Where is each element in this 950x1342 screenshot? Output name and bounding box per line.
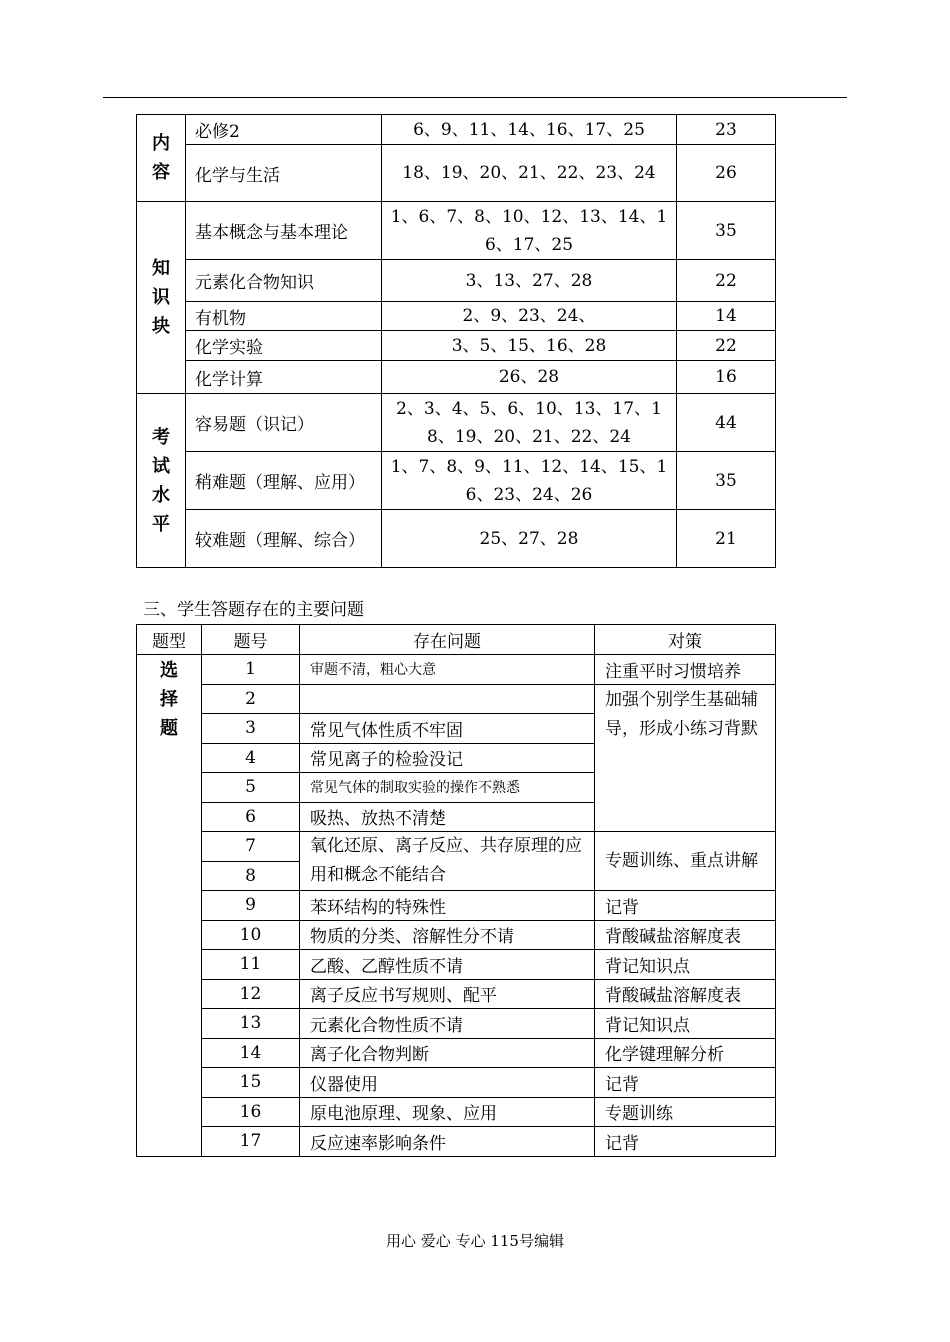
table-row: [137, 1009, 776, 1039]
question-number: 4: [202, 743, 300, 773]
issue-cell: 乙酸、乙醇性质不请: [300, 950, 595, 980]
question-number: 8: [202, 861, 300, 891]
category-cell: 化学计算: [186, 361, 382, 394]
solution-cell: 专题训练、重点讲解: [595, 832, 776, 891]
header-issue: 存在问题: [300, 625, 595, 655]
table-row: [137, 832, 776, 862]
solution-cell: 加强个别学生基础辅导，形成小练习背默: [595, 684, 776, 832]
score-cell: 23: [677, 115, 776, 145]
issue-cell: 苯环结构的特殊性: [300, 891, 595, 921]
question-number: 6: [202, 802, 300, 832]
issue-cell: 物质的分类、溶解性分不请: [300, 920, 595, 950]
category-cell: 较难题（理解、综合）: [186, 510, 382, 568]
solution-cell: 记背: [595, 1127, 776, 1157]
table-row: [137, 979, 776, 1009]
solution-cell: 背酸碱盐溶解度表: [595, 979, 776, 1009]
table-row: [137, 145, 776, 202]
score-cell: 26: [677, 145, 776, 202]
category-cell: 有机物: [186, 302, 382, 331]
table-row: [137, 452, 776, 510]
issue-cell: 吸热、放热不清楚: [300, 802, 595, 832]
question-number: 2: [202, 684, 300, 714]
issue-cell: 常见气体性质不牢固: [300, 714, 595, 744]
solution-cell: 背记知识点: [595, 1009, 776, 1039]
score-cell: 22: [677, 331, 776, 361]
question-number: 16: [202, 1097, 300, 1127]
category-cell: 元素化合物知识: [186, 260, 382, 302]
question-number: 9: [202, 891, 300, 921]
question-list-cell: 26、28: [382, 361, 677, 394]
question-number: 13: [202, 1009, 300, 1039]
page-footer: 用心 爱心 专心 115号编辑: [386, 1232, 564, 1250]
header-question-number: 题号: [202, 625, 300, 655]
issue-cell: 反应速率影响条件: [300, 1127, 595, 1157]
question-list-cell: 2、9、23、24、: [382, 302, 677, 331]
question-list-cell: 3、5、15、16、28: [382, 331, 677, 361]
table-row: [137, 684, 776, 714]
question-number: 5: [202, 773, 300, 803]
issue-cell: 元素化合物性质不请: [300, 1009, 595, 1039]
score-cell: 44: [677, 394, 776, 452]
table-row: [137, 950, 776, 980]
table-row: [137, 394, 776, 452]
solution-cell: 背记知识点: [595, 950, 776, 980]
table-row: [137, 510, 776, 568]
issue-cell: 常见气体的制取实验的操作不熟悉: [300, 773, 595, 803]
category-cell: 基本概念与基本理论: [186, 202, 382, 260]
category-cell: 稍难题（理解、应用）: [186, 452, 382, 510]
question-list-cell: 18、19、20、21、22、23、24: [382, 145, 677, 202]
table-row: [137, 302, 776, 331]
issue-cell: 离子反应书写规则、配平: [300, 979, 595, 1009]
table-row: [137, 361, 776, 394]
solution-cell: 化学键理解分析: [595, 1038, 776, 1068]
table-row: [137, 1127, 776, 1157]
solution-cell: 注重平时习惯培养: [595, 655, 776, 685]
group-label-knowledge: 知 识 块: [137, 202, 186, 394]
score-cell: 35: [677, 452, 776, 510]
score-cell: 22: [677, 260, 776, 302]
question-list-cell: 2、3、4、5、6、10、13、17、18、19、20、21、22、24: [382, 394, 677, 452]
table-row: [137, 260, 776, 302]
table-row: [137, 115, 776, 145]
solution-cell: 背酸碱盐溶解度表: [595, 920, 776, 950]
question-list-cell: 1、7、8、9、11、12、14、15、16、23、24、26: [382, 452, 677, 510]
issue-cell: 仪器使用: [300, 1068, 595, 1098]
group-label-content: 内 容: [137, 115, 186, 202]
category-cell: 容易题（识记）: [186, 394, 382, 452]
question-number: 15: [202, 1068, 300, 1098]
question-list-cell: 6、9、11、14、16、17、25: [382, 115, 677, 145]
question-number: 7: [202, 832, 300, 862]
category-cell: 化学与生活: [186, 145, 382, 202]
issue-cell: 氧化还原、离子反应、共存原理的应用和概念不能结合: [300, 832, 595, 891]
issue-cell: 原电池原理、现象、应用: [300, 1097, 595, 1127]
question-list-cell: 25、27、28: [382, 510, 677, 568]
table-header-row: [137, 625, 776, 655]
table-row: [137, 1097, 776, 1127]
issue-cell: 离子化合物判断: [300, 1038, 595, 1068]
issue-cell: 常见离子的检验没记: [300, 743, 595, 773]
table-row: [137, 1068, 776, 1098]
section-title: 三、学生答题存在的主要问题: [143, 600, 364, 620]
header-rule: [103, 97, 847, 98]
header-solution: 对策: [595, 625, 776, 655]
group-label-exam-level: 考 试 水 平: [137, 394, 186, 568]
score-cell: 21: [677, 510, 776, 568]
group-label-multiple-choice: 选 择 题: [137, 655, 202, 1157]
table-row: [137, 655, 776, 685]
table-row: [137, 891, 776, 921]
table-row: [137, 331, 776, 361]
issue-cell: 审题不清，粗心大意: [300, 655, 595, 685]
problems-table: [136, 624, 776, 1157]
table-row: [137, 920, 776, 950]
score-cell: 14: [677, 302, 776, 331]
score-cell: 35: [677, 202, 776, 260]
question-number: 3: [202, 714, 300, 744]
score-distribution-table: [136, 114, 776, 568]
solution-cell: 专题训练: [595, 1097, 776, 1127]
issue-cell: [300, 684, 595, 714]
question-list-cell: 1、6、7、8、10、12、13、14、16、17、25: [382, 202, 677, 260]
question-number: 17: [202, 1127, 300, 1157]
solution-cell: 记背: [595, 891, 776, 921]
category-cell: 化学实验: [186, 331, 382, 361]
solution-cell: 记背: [595, 1068, 776, 1098]
category-cell: 必修2: [186, 115, 382, 145]
table-row: [137, 202, 776, 260]
score-cell: 16: [677, 361, 776, 394]
question-number: 14: [202, 1038, 300, 1068]
table-row: [137, 1038, 776, 1068]
question-number: 10: [202, 920, 300, 950]
question-number: 12: [202, 979, 300, 1009]
question-number: 11: [202, 950, 300, 980]
header-question-type: 题型: [137, 625, 202, 655]
question-number: 1: [202, 655, 300, 685]
question-list-cell: 3、13、27、28: [382, 260, 677, 302]
